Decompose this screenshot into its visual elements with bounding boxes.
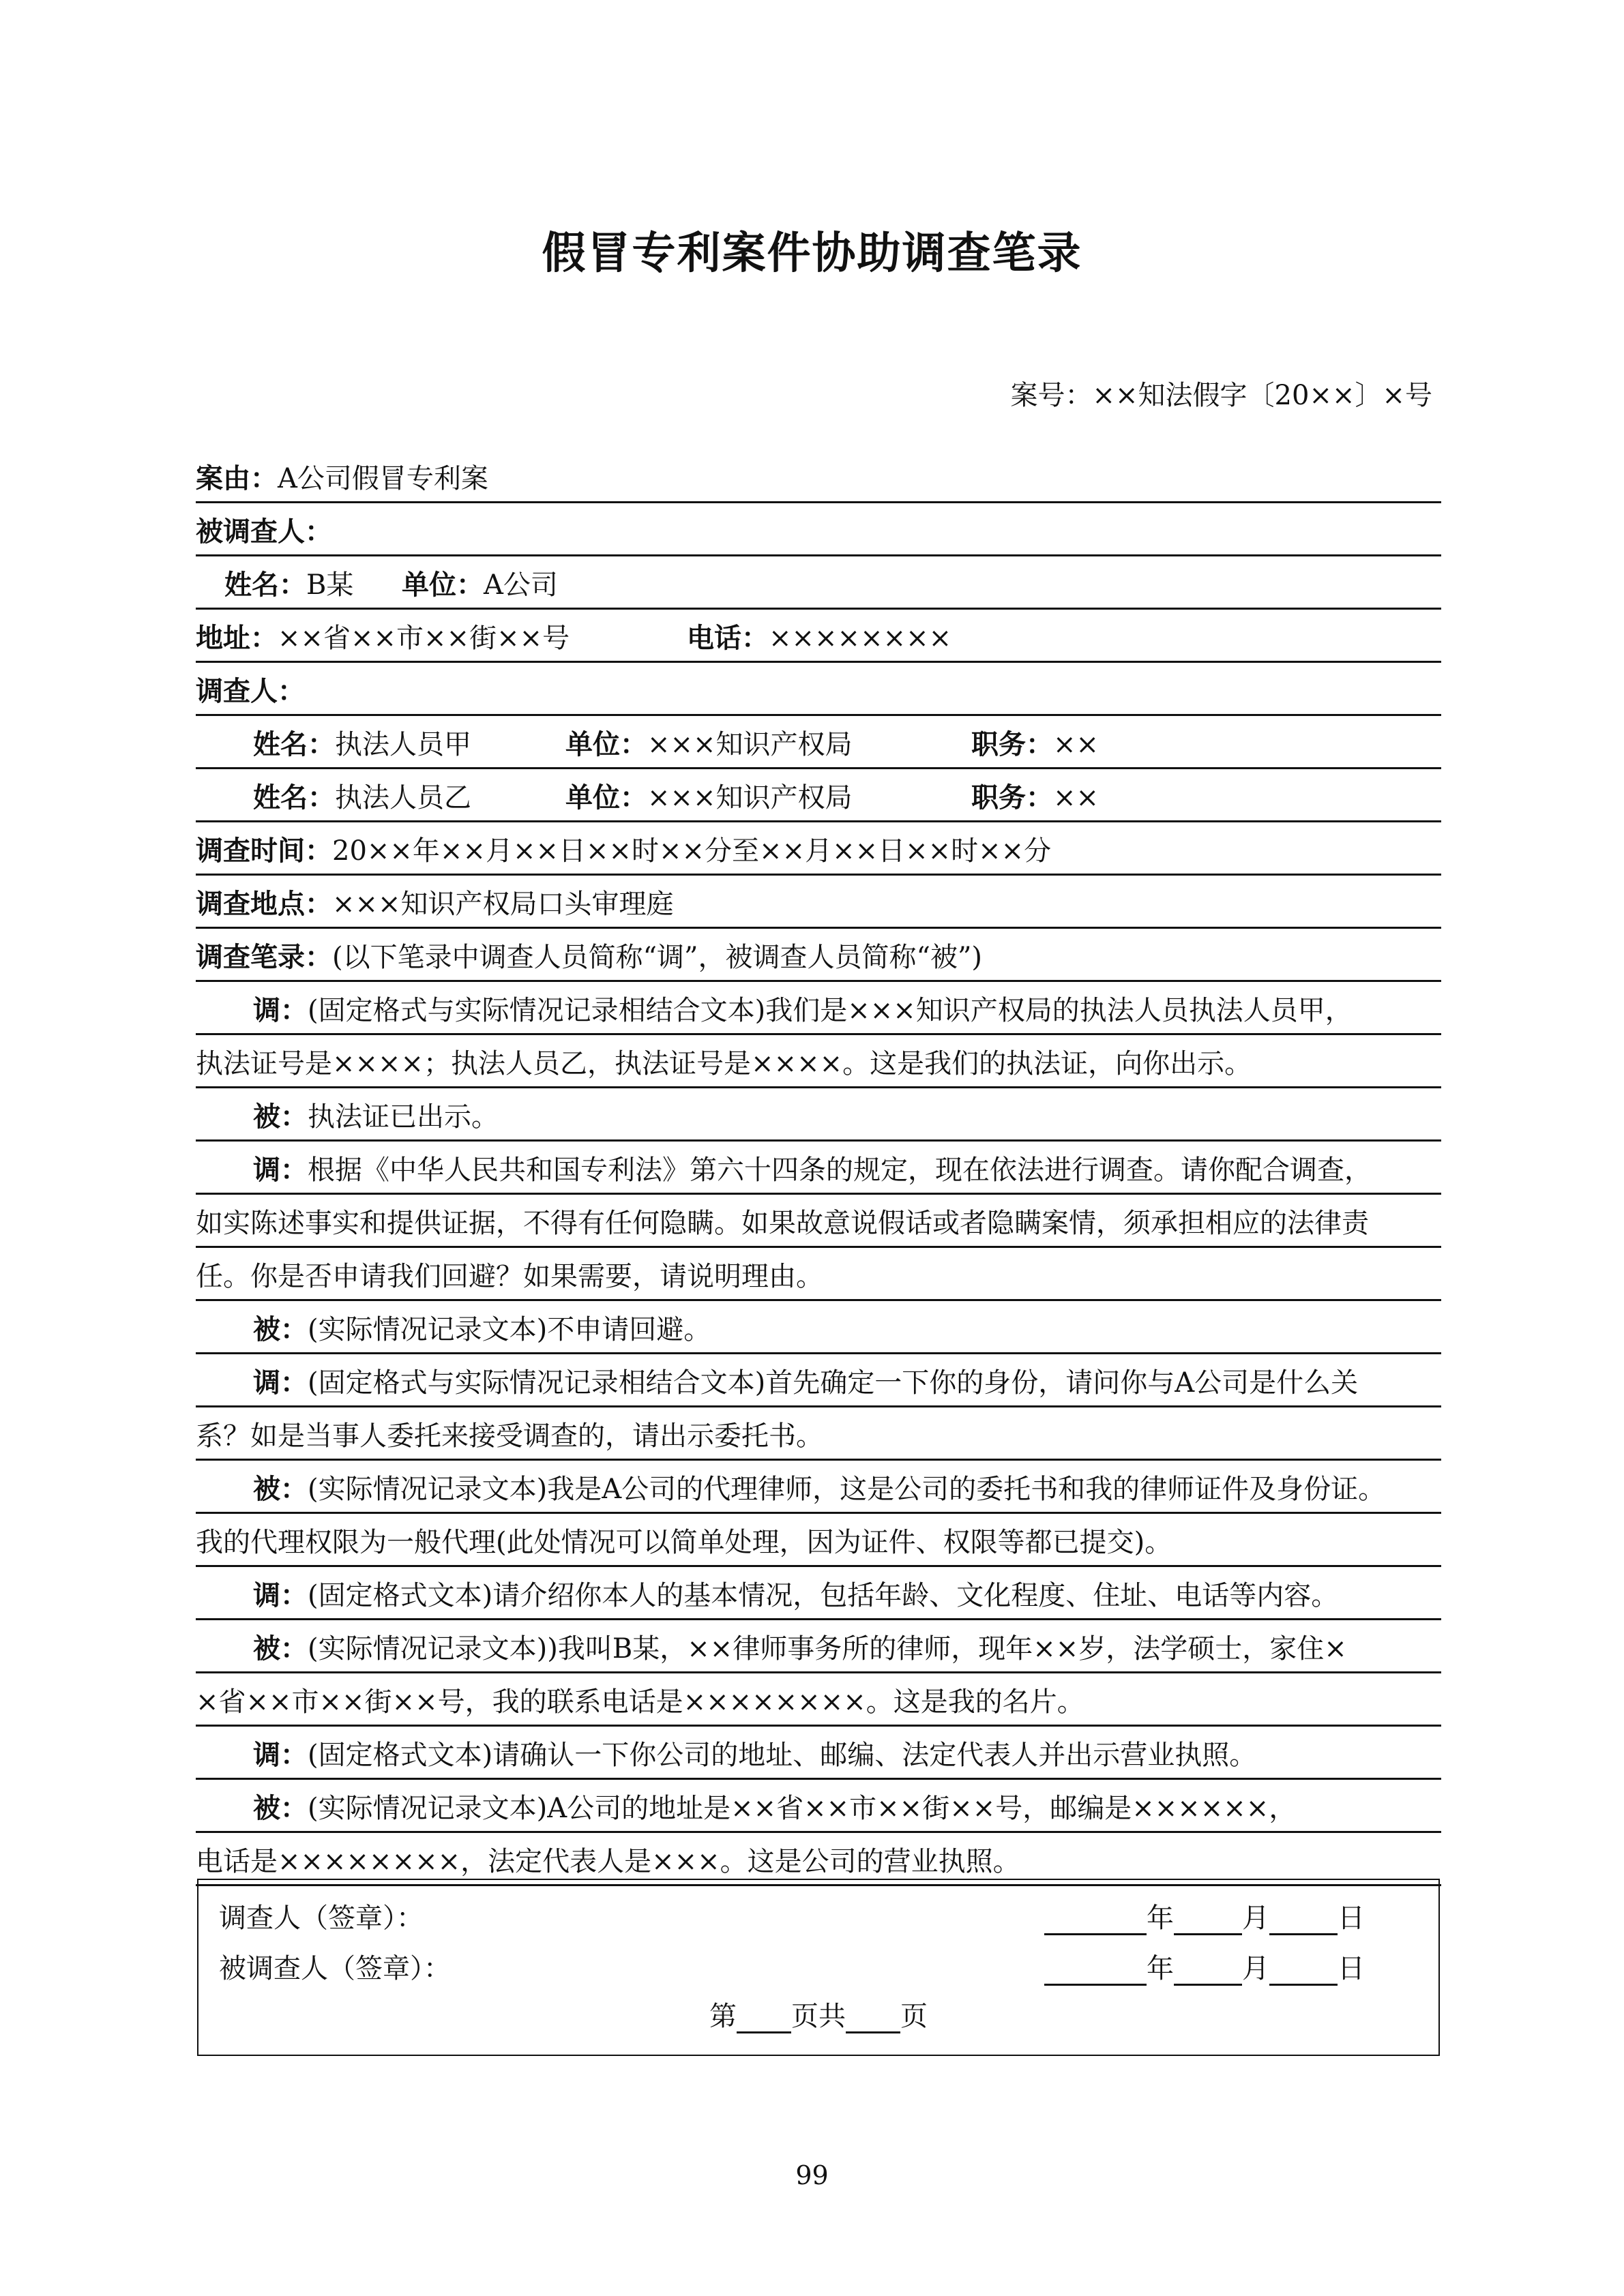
- cause-label: 案由：: [196, 463, 278, 494]
- respondent-info-line: [196, 558, 1441, 610]
- inv2-unit-label: 单位：: [565, 782, 647, 814]
- respondent-line: [196, 505, 1441, 556]
- record-line: [196, 1622, 1441, 1673]
- respondent-sign-label: 被调查人（签章）：: [219, 1953, 451, 1984]
- inv2-unit-value: ×××知识产权局: [647, 782, 853, 814]
- year-blank[interactable]: [1044, 1958, 1147, 1986]
- record-header-line: [196, 930, 1441, 982]
- speaker-label: 被：: [253, 1793, 308, 1824]
- record-line: [196, 1568, 1441, 1620]
- record-line: [196, 1302, 1441, 1354]
- record-line: [196, 1143, 1441, 1195]
- record-label: 调查笔录：: [196, 942, 332, 973]
- speaker-label: 被：: [253, 1101, 308, 1133]
- investigator-date: [1044, 1896, 1365, 1935]
- speaker-label: 被：: [253, 1633, 308, 1665]
- page-current-blank[interactable]: [737, 2006, 791, 2033]
- page-count: [198, 1995, 1438, 2033]
- record-line: [196, 983, 1441, 1035]
- inv1-unit-label: 单位：: [565, 729, 647, 760]
- address-value: ××省××市××街××号: [278, 623, 570, 654]
- record-text: (实际情况记录文本))我叫B某，××律师事务所的律师，现年××岁，法学硕士，家住×: [308, 1633, 1347, 1665]
- inv1-name-label: 姓名：: [253, 729, 335, 760]
- inv1-title-value: ××: [1053, 729, 1099, 760]
- speaker-label: 调：: [253, 1740, 308, 1771]
- speaker-label: 被：: [253, 1474, 308, 1505]
- day-label: 日: [1338, 1953, 1365, 1984]
- record-text: 任。你是否申请我们回避？如果需要，请说明理由。: [196, 1261, 823, 1292]
- address-label: 地址：: [196, 623, 278, 654]
- record-line: [196, 1462, 1441, 1514]
- record-text: 执法证号是××××；执法人员乙，执法证号是××××。这是我们的执法证，向你出示。: [196, 1048, 1252, 1079]
- month-blank[interactable]: [1174, 1958, 1242, 1986]
- inv2-title-value: ××: [1053, 782, 1099, 814]
- page-prefix: 第: [709, 2001, 737, 2032]
- record-text: (固定格式文本)请介绍你本人的基本情况，包括年龄、文化程度、住址、电话等内容。: [308, 1580, 1339, 1611]
- year-label: 年: [1147, 1903, 1174, 1934]
- record-line: [196, 1356, 1441, 1407]
- day-blank[interactable]: [1269, 1907, 1338, 1935]
- record-text: (固定格式与实际情况记录相结合文本)我们是×××知识产权局的执法人员执法人员甲，: [308, 995, 1353, 1026]
- time-line: [196, 824, 1441, 876]
- phone-label: 电话：: [687, 623, 769, 654]
- inv2-name-value: 执法人员乙: [335, 782, 471, 814]
- respondent-name-label: 姓名：: [224, 569, 306, 601]
- record-text: (固定格式与实际情况记录相结合文本)首先确定一下你的身份，请问你与A公司是什么关: [308, 1367, 1359, 1399]
- record-text: (实际情况记录文本)A公司的地址是××省××市××街××号，邮编是××××××，: [308, 1793, 1297, 1824]
- page-suffix: 页: [900, 2001, 928, 2032]
- page-middle: 页共: [791, 2001, 846, 2032]
- record-value: (以下笔录中调查人员简称“调”，被调查人员简称“被”): [332, 942, 983, 973]
- respondent-unit-label: 单位：: [402, 569, 484, 601]
- cause-line: [196, 451, 1441, 503]
- time-label: 调查时间：: [196, 835, 332, 867]
- year-blank[interactable]: [1044, 1907, 1147, 1935]
- record-text: (固定格式文本)请确认一下你公司的地址、邮编、法定代表人并出示营业执照。: [308, 1740, 1257, 1771]
- record-line: [196, 1728, 1441, 1780]
- record-text: 我的代理权限为一般代理(此处情况可以简单处理，因为证件、权限等都已提交)。: [196, 1527, 1172, 1558]
- speaker-label: 被：: [253, 1314, 308, 1345]
- day-blank[interactable]: [1269, 1958, 1338, 1986]
- inv2-title-label: 职务：: [971, 782, 1053, 814]
- investigator-label: 调查人：: [196, 676, 305, 707]
- speaker-label: 调：: [253, 1154, 308, 1186]
- record-line: [196, 1037, 1441, 1088]
- investigator-signature-row: [219, 1896, 424, 1935]
- record-text: 电话是××××××××，法定代表人是×××。这是公司的营业执照。: [196, 1846, 1020, 1877]
- inv1-name-value: 执法人员甲: [335, 729, 471, 760]
- record-line: [196, 1196, 1441, 1248]
- record-line: [196, 1781, 1441, 1833]
- address-line: [196, 611, 1441, 663]
- record-text: 执法证已出示。: [308, 1101, 499, 1133]
- record-text: 如实陈述事实和提供证据，不得有任何隐瞒。如果故意说假话或者隐瞒案情，须承担相应的法律责: [196, 1208, 1369, 1239]
- record-text: ×省××市××街××号，我的联系电话是××××××××。这是我的名片。: [196, 1686, 1084, 1718]
- year-label: 年: [1147, 1953, 1174, 1984]
- investigator-1-line: [196, 717, 1441, 769]
- record-line: [196, 1515, 1441, 1567]
- record-text: 系？如是当事人委托来接受调查的，请出示委托书。: [196, 1420, 823, 1452]
- investigator-sign-label: 调查人（签章）：: [219, 1903, 424, 1934]
- place-line: [196, 877, 1441, 929]
- investigator-line: [196, 664, 1441, 716]
- record-text: 根据《中华人民共和国专利法》第六十四条的规定，现在依法进行调查。请你配合调查，: [308, 1154, 1372, 1186]
- respondent-label: 被调查人：: [196, 516, 332, 548]
- speaker-label: 调：: [253, 1367, 308, 1399]
- respondent-signature-row: [219, 1947, 451, 1986]
- month-label: 月: [1242, 1903, 1269, 1934]
- inv1-title-label: 职务：: [971, 729, 1053, 760]
- month-blank[interactable]: [1174, 1907, 1242, 1935]
- phone-value: ××××××××: [769, 623, 952, 654]
- record-line: [196, 1409, 1441, 1461]
- record-line: [196, 1249, 1441, 1301]
- record-text: (实际情况记录文本)我是A公司的代理律师，这是公司的委托书和我的律师证件及身份证。: [308, 1474, 1386, 1505]
- respondent-name-value: B某: [306, 569, 354, 601]
- inv1-unit-value: ×××知识产权局: [647, 729, 853, 760]
- investigator-2-line: [196, 771, 1441, 822]
- time-value: 20××年××月××日××时××分至××月××日××时××分: [332, 835, 1052, 867]
- respondent-unit-value: A公司: [484, 569, 558, 601]
- speaker-label: 调：: [253, 1580, 308, 1611]
- record-line: [196, 1675, 1441, 1727]
- page-number: 99: [795, 2160, 829, 2190]
- month-label: 月: [1242, 1953, 1269, 1984]
- record-line: [196, 1090, 1441, 1142]
- document-title: 假冒专利案件协助调查笔录: [542, 228, 1082, 279]
- place-label: 调查地点：: [196, 889, 332, 920]
- day-label: 日: [1338, 1903, 1365, 1934]
- cause-value: A公司假冒专利案: [278, 463, 488, 494]
- inv2-name-label: 姓名：: [253, 782, 335, 814]
- respondent-date: [1044, 1947, 1365, 1986]
- speaker-label: 调：: [253, 995, 308, 1026]
- case-number: 案号：××知法假字〔20××〕×号: [1010, 380, 1432, 411]
- place-value: ×××知识产权局口头审理庭: [332, 889, 674, 920]
- record-text: (实际情况记录文本)不申请回避。: [308, 1314, 711, 1345]
- page-total-blank[interactable]: [846, 2006, 900, 2033]
- signature-box: [197, 1879, 1440, 2056]
